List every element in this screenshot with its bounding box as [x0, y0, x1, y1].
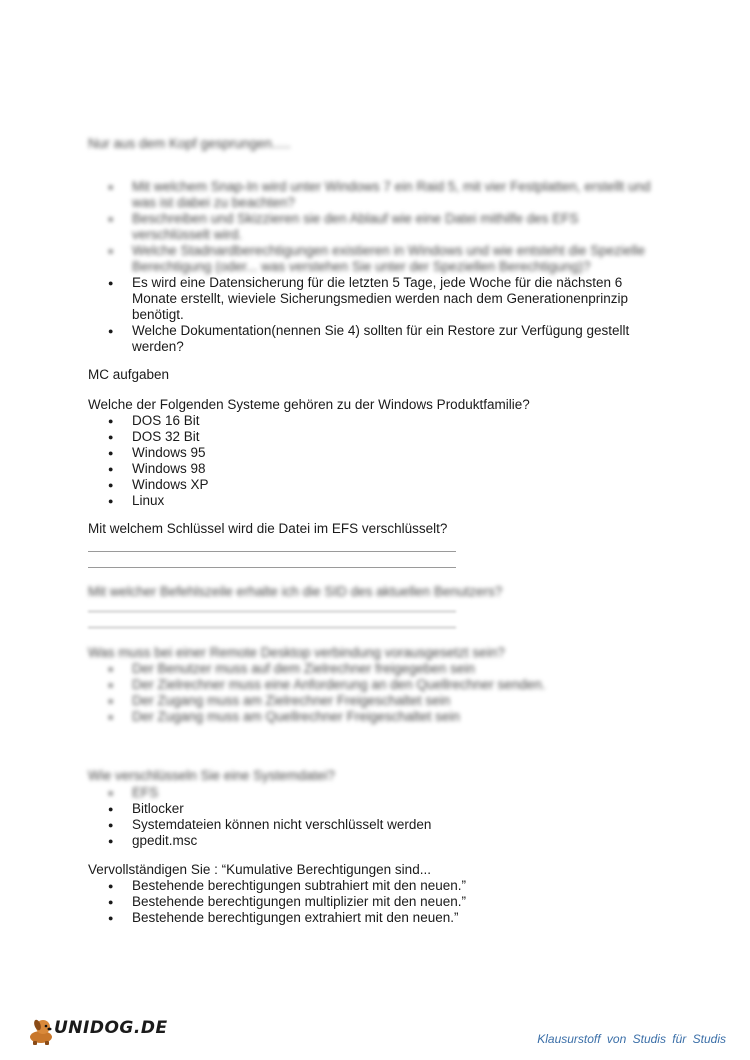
list-item: ● Windows 98: [108, 461, 209, 477]
list-item: ● Systemdateien können nicht verschlüsselt werden: [108, 817, 431, 833]
list-item: ● Der Zugang muss am Quellrechner Freigeschaltet sein: [108, 709, 546, 725]
list-item: ● DOS 32 Bit: [108, 429, 209, 445]
list-item: ● gpedit.msc: [108, 833, 431, 849]
mc-heading: MC aufgaben: [88, 367, 170, 382]
dog-icon: [26, 1016, 56, 1046]
question-efs-key: Mit welchem Schlüssel wird die Datei im EFS verschlüsselt?: [88, 521, 448, 536]
list-item: ● Bitlocker: [108, 801, 431, 817]
answer-line: [88, 627, 456, 628]
cumulative-options-list: [108, 878, 466, 926]
question-cumulative: Vervollständigen Sie : “Kumulative Berechtigungen sind...: [88, 862, 431, 877]
list-item: ● Windows 95: [108, 445, 209, 461]
encrypt-options-list: [108, 785, 431, 849]
list-item: ● Windows XP: [108, 477, 209, 493]
question-windows: Welche der Folgenden Systeme gehören zu der Windows Produktfamilie?: [88, 397, 530, 412]
footer-tagline: Klausurstoff von Studis für Studis: [537, 1032, 726, 1046]
list-item: ● Welche Dokumentation(nennen Sie 4) sollten für ein Restore zur Verfügung gestellt werden?: [108, 323, 652, 355]
question-encrypt: Wie verschlüsseln Sie eine Systemdatei?: [88, 768, 335, 783]
list-item: ● Bestehende berechtigungen multiplizier mit den neuen.”: [108, 894, 466, 910]
question-sid: Mit welcher Befehlszeile erhalte ich die SID des aktuellen Benutzers?: [88, 584, 503, 599]
list-item: ● Bestehende berechtigungen subtrahiert mit den neuen.”: [108, 878, 466, 894]
list-item: ● Der Zielrechner muss eine Anforderung an den Quellrechner senden.: [108, 677, 546, 693]
windows-options-list: [108, 413, 209, 509]
question-remote: Was muss bei einer Remote Desktop verbindung vorausgesetzt sein?: [88, 645, 505, 660]
list-item: ● Linux: [108, 493, 209, 509]
list-item: ● Der Zugang muss am Zielrechner Freigeschaltet sein: [108, 693, 546, 709]
list-item: ● Der Benutzer muss auf dem Zielrechner freigegeben sein: [108, 661, 546, 677]
list-item: ● Bestehende berechtigungen extrahiert mit den neuen.”: [108, 910, 466, 926]
list-item: ● Beschreiben und Skizzieren sie den Ablauf wie eine Datei mithilfe des EFS verschlüsselt wird.: [108, 211, 652, 243]
list-item: ● Mit welchem Snap-In wird unter Windows 7 ein Raid 5, mit vier Festplatten, erstellt und was ist dabei zu beachten?: [108, 179, 652, 211]
answer-line: [88, 611, 456, 612]
logo-text: UNIDOG.DE: [54, 1018, 168, 1038]
answer-line: [88, 567, 456, 568]
open-questions-list: [108, 179, 652, 355]
intro-text: Nur aus dem Kopf gesprungen.....: [88, 136, 291, 151]
remote-options-list: [108, 661, 546, 725]
list-item: ● DOS 16 Bit: [108, 413, 209, 429]
list-item: ● Es wird eine Datensicherung für die letzten 5 Tage, jede Woche für die nächsten 6 Monate erstellt, wieviele Sicherungsmedien werden nach dem Generationenprinzip benötigt.: [108, 275, 652, 323]
unidog-logo[interactable]: [26, 1016, 166, 1046]
list-item: ● Welche Stadnardberechtigungen existieren in Windows und wie entsteht die Spezielle Berechtigung (oder... was verstehen Sie unter der Speziellen Berechtigung)?: [108, 243, 652, 275]
answer-line: [88, 551, 456, 552]
list-item: ● EFS: [108, 785, 431, 801]
